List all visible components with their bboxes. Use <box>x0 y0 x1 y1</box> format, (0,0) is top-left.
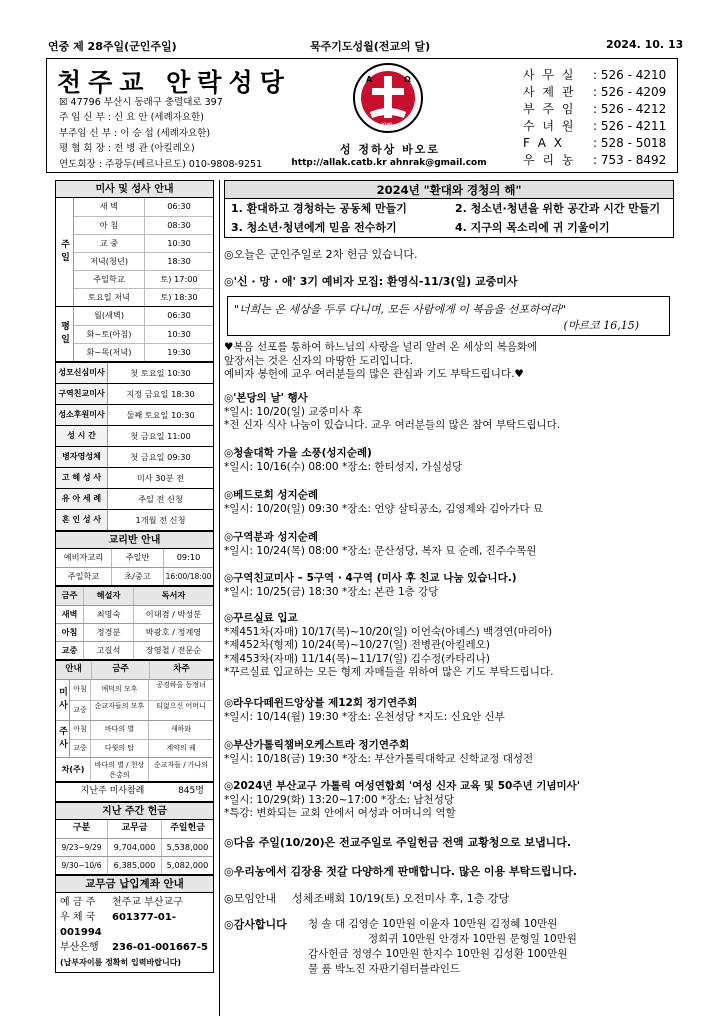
phone-urinong: 우 리 농 : 753 - 8492 <box>523 153 667 167</box>
news-district-mass: ◎구역친교미사 – 5구역 · 4구역 (미사 후 친교 나눔 있습니다.) *일시: 10/25(금) 18:30 *장소: 본관 1층 강당 <box>224 572 517 598</box>
news-cheongsol: ◎청솔대학 가을 소풍(성지순례) *일시: 10/16(수) 08:00 *장소: 한티성지, 가실성당 <box>224 447 463 473</box>
news-laudate: ◎라우다떼윈드앙상블 제12회 정기연주회 *일시: 10/14(월) 19:30 *장소: 온천성당 *지도: 신요안 신부 <box>224 697 505 723</box>
news-women: ◎2024년 부산교구 가톨릭 여성연합회 '여성 신자 교육 및 50주년 기념미사' *일시: 10/29(화) 13:20~17:00 *장소: 남천성당 *특강: 변화되는 교회 안에서 여성과 어머니의 역할 <box>224 780 581 819</box>
news-cursillo: ◎꾸르실료 입교 *제451차(자매) 10/17(목)~10/20(일) 이언숙(아녜스) 백경연(마리아) *제452차(형제) 10/24(목)~10/27(일) 전병관(아킬레오) *제453차(자매) 11/14(목)~11/17(일) 김수정(카타리나) *꾸르실료 입교하는 모든 형제 자매들을 위하여 많은 기도 부탁드립니다. <box>224 612 554 678</box>
news-military-sunday: ◎오늘은 군인주일로 2차 헌금 있습니다. <box>224 248 418 261</box>
month-theme: 묵주기도성월(전교의 달) <box>310 40 431 53</box>
website[interactable]: http://allak.catb.kr ahnrak@gmail.com <box>291 158 487 168</box>
emblem-text: 안락 <box>381 123 393 130</box>
news-chamber: ◎부산가톨릭챔버오케스트라 정기연주회 *일시: 10/18(금) 19:30 *장소: 부산가톨릭대학교 신학교정 대성전 <box>224 739 534 765</box>
news-district: ◎구역분과 성지순례 *일시: 10/24(목) 08:00 *장소: 문산성당, 복자 묘 순례, 진주수목원 <box>224 531 537 557</box>
parish-chair: 연도회장 : 주광두(베르나르도) 010-9808-9251 <box>59 158 263 170</box>
phone-office: 사 무 실 : 526 - 4210 <box>523 68 667 82</box>
weekday-label: 평일 <box>56 307 74 361</box>
address: ☒ 47796 부산시 동래구 충렬대로 397 <box>59 97 223 108</box>
phone-convent: 수 녀 원 : 526 - 4211 <box>523 119 667 133</box>
account-info: 예 금 주 천주교 부산교구 우 체 국 601377-01-001994 부산은행 236-01-001667-5 (납부자이름 정확히 입력바랍니다) <box>55 892 214 973</box>
news-meeting: ◎모임안내 성체조배회 10/19(토) 오전미사 후, 1층 강당 <box>224 892 510 905</box>
sacrament-schedule: 성모신심미사 첫 토요일 10:30 구역친교미사 지정 금요일 18:30 성소후원미사 둘째 토요일 10:30 성 시 간 첫 금요일 11:00 병자영성체 첫 금요일 09:30 고 해 성 사 미사 30분 전 유 아 세 례 주일 전 신청 혼 인 성 사 1개월 전 신청 <box>55 362 214 531</box>
emblem-omega: Ω <box>404 75 411 84</box>
issue-date: 2024. 10. 13 <box>606 38 684 51</box>
phone-fax: F A X : 528 - 5018 <box>523 136 667 150</box>
attendance: 지난주 미사참례 845명 <box>55 782 214 802</box>
column-divider <box>219 180 220 1016</box>
left-column <box>55 180 214 973</box>
songs-table: 안내 금주 차주 미사 아침 애덕의 모후 공경하올 동정녀 교중 순교자들의 모후 티없으신 어머니 주사 아침 바다의 별 새하와 교중 다윗의 탑 계약의 궤 차(주) 바다의 별 / 천상 은총의 순교자들 / 가나의 <box>55 660 214 782</box>
offering-title: 지난 주간 헌금 <box>55 802 214 819</box>
edu-title: 교리반 안내 <box>55 531 214 548</box>
edu-table: 예비자교리 주일반 09:10 주일학교 초/중고 16:00/18:00 <box>55 548 214 586</box>
masthead <box>46 58 678 173</box>
news-evangelization: ♥복음 선포를 통하여 하느님의 사랑을 널리 알려 온 세상의 복음화에 앞장서는 것은 신자의 마땅한 도리입니다. 예비자 봉헌에 교우 여러분들의 많은 관심과 기도 부탁드립니다.♥ <box>224 341 538 380</box>
phone-list <box>523 67 666 169</box>
offering-table: 구분 교무금 주일헌금 9/23~9/29 9,704,000 5,538,000 9/30~10/6 6,385,000 5,082,000 <box>55 819 214 875</box>
liturgical-week: 연중 제 28주일(군인주일) <box>48 40 177 53</box>
church-name: 천주교 안락성당 <box>57 68 291 97</box>
account-title: 교무금 납입계좌 안내 <box>55 875 214 892</box>
phone-assistant: 부 주 임 : 526 - 4212 <box>523 102 667 116</box>
news-peter: ◎베드로회 성지순례 *일시: 10/20(일) 09:30 *장소: 언양 살티공소, 김영제와 김아가다 묘 <box>224 489 544 515</box>
council-chair: 평 협 회 장 : 전 병 관 (아킬레오) <box>59 143 195 155</box>
assistant-pastor: 부주임 신 부 : 이 승 섭 (세례자요한) <box>59 127 211 139</box>
year-theme: 2024년 "환대와 경청의 해" 1. 환대하고 경청하는 공동체 만들기 2. 청소년·청년을 위한 공간과 시간 만들기 3. 청소년·청년에게 믿음 전수하기 4. 지구의 목소리에 귀 기울이기 <box>224 180 674 238</box>
news-mission-sunday: ◎다음 주일(10/20)은 전교주일로 주일헌금 전액 교황청으로 보냅니다. <box>224 836 572 849</box>
top-bar <box>8 38 716 54</box>
mass-title: 미사 및 성사 안내 <box>55 180 214 197</box>
news-urinong: ◎우리농에서 김장용 젓갈 다양하게 판매합니다. 많은 이용 부탁드립니다. <box>224 865 577 878</box>
news-catechumen: ◎'신 · 망 · 애' 3기 예비자 모집: 환영식-11/3(일) 교중미사 <box>224 275 518 288</box>
news-parish-day: ◎'본당의 날' 행사 *일시: 10/20(일) 교중미사 후 *전 신자 식사 나눔이 있습니다. 교우 여러분들의 많은 참여 부탁드립니다. <box>224 392 561 431</box>
emblem-alpha: A <box>366 75 373 84</box>
mass-schedule: 주일 새 벽 06:30 아 침 08:30 교 중 10:30 저녁(청년) 18:30 주일학교 토) 17:00 토요일 저녁 토) 18:30 평일 월(새벽) 06:30 화~토(아침) 10:30 화~목(저녁) 19:30 <box>55 197 214 362</box>
theme-title: 2024년 "환대와 경청의 해" <box>225 181 673 199</box>
scripture-quote: "너희는 온 세상을 두루 다니며, 모든 사람에게 이 복음을 선포하여라" (마르코 16,15) <box>227 296 670 336</box>
main-column <box>222 180 674 238</box>
patron-saint: 성 정하상 바오로 <box>339 143 441 156</box>
servers-table: 금주 해설자 독서자 새벽 최명숙 이대겸 / 박성분 아침 정경분 박광호 / 정계영 교중 고길석 장영철 / 전문순 <box>55 586 214 660</box>
church-info <box>59 95 262 172</box>
pastor: 주 임 신 부 : 신 요 안 (세례자요한) <box>59 112 204 124</box>
parish-emblem-icon <box>352 62 424 134</box>
phone-rectory: 사 제 관 : 526 - 4209 <box>523 85 667 99</box>
sunday-label: 주일 <box>56 198 74 306</box>
